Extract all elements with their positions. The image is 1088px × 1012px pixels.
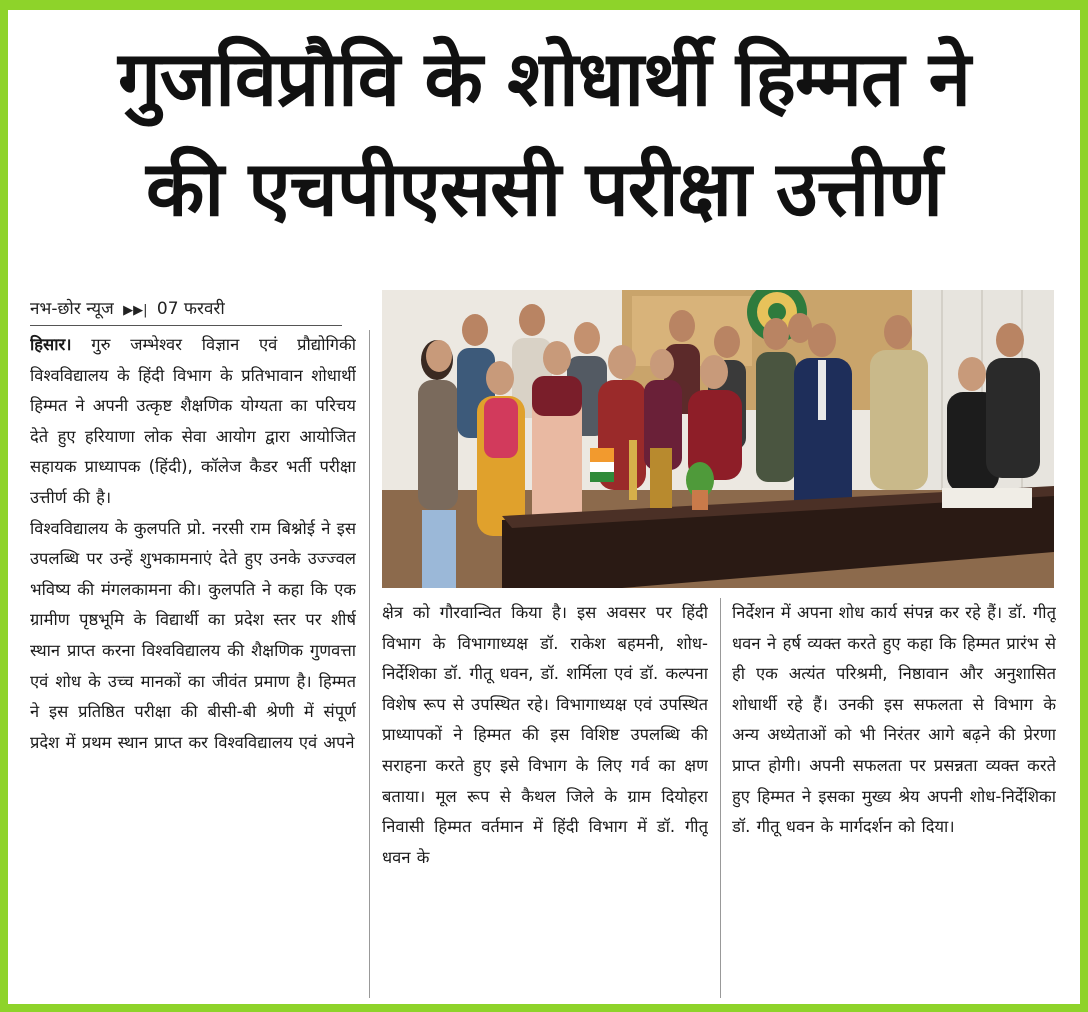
group-photo xyxy=(382,290,1054,588)
column-divider xyxy=(720,598,721,998)
news-source: नभ-छोर न्यूज xyxy=(30,299,114,319)
headline-line-1: गुजविप्रौवि के शोधार्थी हिम्मत ने xyxy=(118,34,970,123)
news-date: 07 फरवरी xyxy=(156,299,225,319)
article-paragraph: विश्वविद्यालय के कुलपति प्रो. नरसी राम बिश्नोई ने इस उपलब्धि पर उन्हें शुभकामनाएं देते हुए उनके उज्ज्वल भविष्य की मंगलकामना की। कुलपति ने कहा कि एक ग्रामीण पृष्ठभूमि के विद्यार्थी का प्रदेश स्तर पर शीर्ष स्थान प्राप्त करना विश्वविद्यालय की शैक्षणिक गुणवत्ता एवं शोध के उच्च मानकों का जीवंत प्रमाण है। हिम्मत ने इस प्रतिष्ठित परीक्षा की बीसी-बी श्रेणी में संपूर्ण प्रदेश में प्रथम स्थान प्राप्त कर विश्वविद्यालय एवं अपने xyxy=(30,518,356,752)
dateline xyxy=(30,295,342,326)
article-column-3 xyxy=(732,598,1056,998)
headline xyxy=(8,24,1080,244)
article-column-1 xyxy=(30,330,356,1000)
group-photo-illustration xyxy=(382,290,1054,588)
article-column-2 xyxy=(382,598,708,998)
article-lead-paragraph xyxy=(30,330,356,514)
article-paragraph: निर्देशन में अपना शोध कार्य संपन्न कर रहे हैं। डॉ. गीतू धवन ने हर्ष व्यक्त करते हुए कहा कि हिम्मत प्रारंभ से ही एक अत्यंत परिश्रमी, निष्ठावान और अनुशासित शोधार्थी रहे हैं। उनकी इस सफलता से विभाग के अन्य अध्येताओं को भी निरंतर आगे बढ़ने की प्रेरणा प्राप्त होगी। अपनी सफलता पर प्रसन्नता व्यक्त करते हुए हिम्मत ने इसका मुख्य श्रेय अपनी शोध-निर्देशिका डॉ. गीतू धवन के मार्गदर्शन को दिया। xyxy=(732,603,1056,837)
headline-line-2: की एचपीएससी परीक्षा उत्तीर्ण xyxy=(146,144,942,233)
article-place: हिसार। xyxy=(30,335,72,354)
article-paragraph: क्षेत्र को गौरवान्वित किया है। इस अवसर पर हिंदी विभाग के विभागाध्यक्ष डॉ. राकेश बहमनी, शोध-निर्देशिका डॉ. गीतू धवन, डॉ. शर्मिला एवं डॉ. कल्पना विशेष रूप से उपस्थित रहे। विभागाध्यक्ष एवं उपस्थित प्राध्यापकों ने हिम्मत की इस विशिष्ट उपलब्धि की सराहना करते हुए इसे विभाग के लिए गर्व का क्षण बताया। मूल रूप से कैथल जिले के ग्राम दियोहरा निवासी हिम्मत वर्तमान में हिंदी विभाग में डॉ. गीतू धवन के xyxy=(382,603,708,867)
newspaper-clipping xyxy=(8,10,1080,1004)
article-lead-text: गुरु जम्भेश्वर विज्ञान एवं प्रौद्योगिकी विश्वविद्यालय के हिंदी विभाग के प्रतिभावान शोधार्थी हिम्मत ने अपनी उत्कृष्ट शैक्षणिक योग्यता का परिचय देते हुए हरियाणा लोक सेवा आयोग द्वारा आयोजित सहायक प्राध्यापक (हिंदी), कॉलेज कैडर भर्ती परीक्षा उत्तीर्ण की है। xyxy=(30,335,356,507)
column-divider xyxy=(369,330,370,998)
dateline-separator-icon: ▶▶| xyxy=(123,303,148,318)
